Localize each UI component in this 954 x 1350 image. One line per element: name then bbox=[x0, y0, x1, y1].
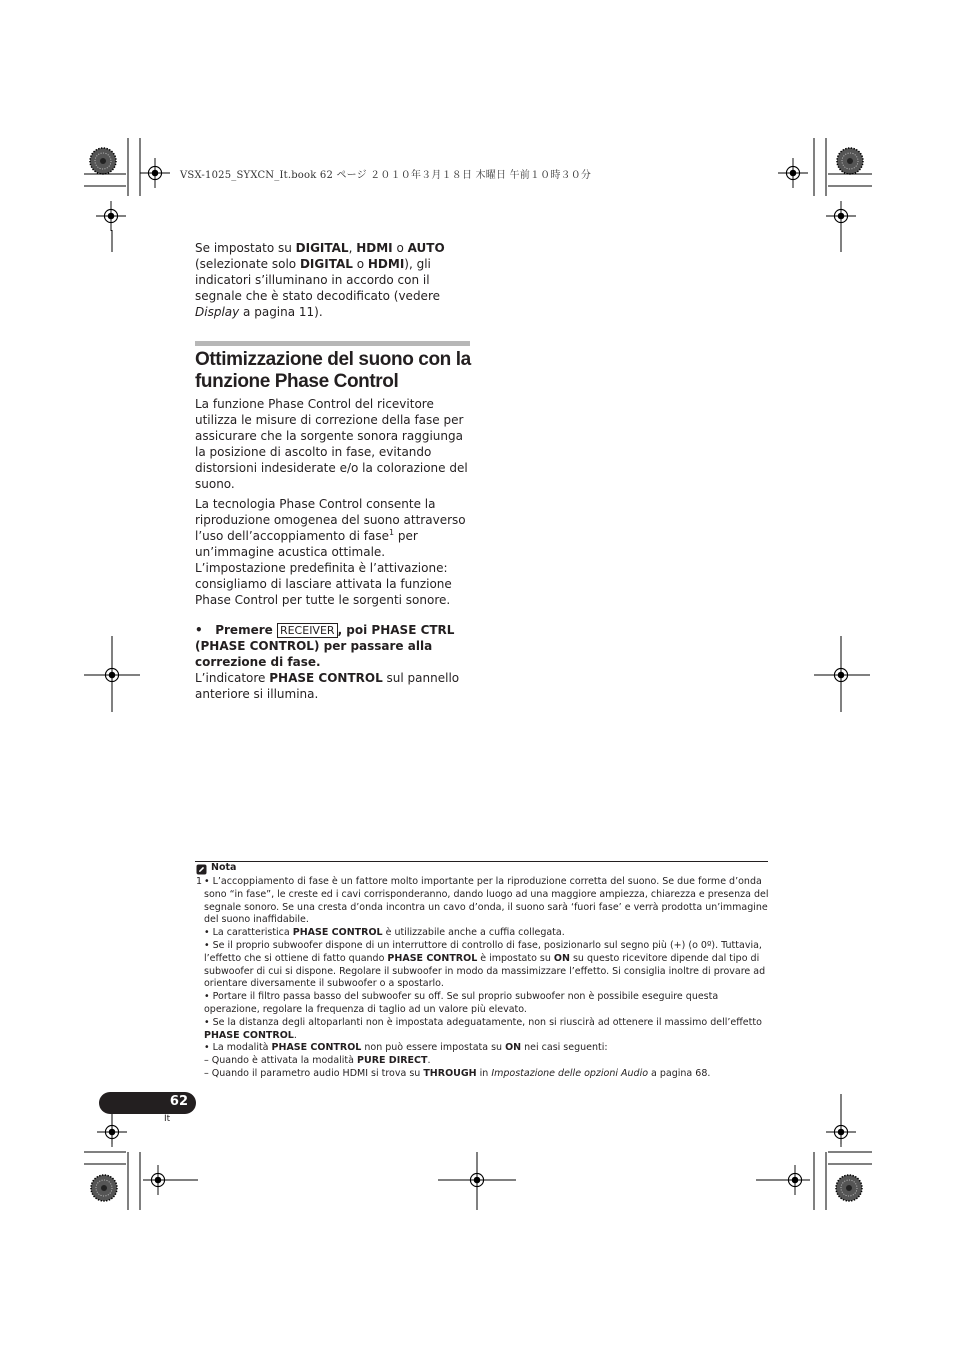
mark-top-left bbox=[84, 138, 170, 252]
note-divider bbox=[195, 861, 768, 862]
instruction-step: • Premere RECEIVER , poi PHASE CTRL (PHASE CONTROL) per passare alla correzione di fase. L’indicatore PHASE CONTROL sul pannello anteriore si illumina. bbox=[195, 623, 460, 701]
body-paragraph-1: La funzione Phase Control del ricevitore utilizza le misure di correzione della fase per assicurare che la sorgente sonora raggiunga la posizione di ascolto in fase, evitando distorsioni indesiderate e/o la colorazione del suono. bbox=[195, 397, 468, 491]
body-paragraph-2: La tecnologia Phase Control consente la riproduzione omogenea del suono attraverso l’uso dell’accoppiamento di fase$^1$ per un’immagine acustica ottimale. L’impostazione predefinita è l’attivazione: consigliamo di lasciare attivata la funzione Phase Control per tutte le sorgenti sonore. bbox=[195, 497, 466, 607]
note-item: • Se la distanza degli altoparlanti non è impostata adeguatamente, non si riuscirà ad ottenere il massimo dell’effetto PHASE CONTROL. bbox=[204, 1016, 762, 1041]
note-item: – Quando il parametro audio HDMI si trova su THROUGH in Impostazione delle opzioni Audio a pagina 68. bbox=[204, 1067, 711, 1079]
footnote-ref: 1 bbox=[388, 528, 395, 537]
note-item: – Quando è attivata la modalità PURE DIRECT. bbox=[204, 1055, 431, 1067]
note-item: • L’accoppiamento di fase è un fattore molto importante per la riproduzione corretta del suono. Se due forme d’onda sono “in fase”, le creste ed i cavi corrisponderanno, dando luogo ad una maggiore ampiezza, chiarezza e presenza del segnale sonoro. Se una cresta d’onda incontra un cavo d’onda, il suono sarà ‘fuori fase’ e verrà prodotta un’immagine del suono inaffidabile. bbox=[204, 876, 769, 926]
mark-bottom-right bbox=[756, 1094, 872, 1210]
note-pencil-icon bbox=[196, 864, 207, 875]
section-heading: Ottimizzazione del suono con la funzione Phase Control bbox=[195, 349, 471, 392]
mark-top-right bbox=[778, 138, 872, 252]
footnote-number: 1 bbox=[196, 876, 203, 887]
page-language: It bbox=[164, 1114, 171, 1124]
note-item: • La modalità PHASE CONTROL non può essere impostata su ON nei casi seguenti: bbox=[204, 1042, 608, 1054]
mark-bottom-center bbox=[438, 1152, 516, 1210]
note-item: • La caratteristica PHASE CONTROL è utilizzabile anche a cuffia collegata. bbox=[204, 927, 565, 939]
note-title: Nota bbox=[211, 862, 237, 873]
section-divider bbox=[195, 341, 470, 346]
page-number: 62 bbox=[169, 1094, 188, 1109]
note-item: • Se il proprio subwoofer dispone di un interruttore di controllo di fase, posizionarlo sul segno più (+) (o 0º). Tuttavia, l’effetto che si ottiene di fatto quando PHASE CONTROL è impostato su ON su questo ricevitore dipende dal tipo di subwoofer di cui si dispone. Regolare il subwoofer in modo da massimizzare l’effetto. Si consiglia inoltre di provare ad orientare diversamente il subwoofer o a spostarlo. bbox=[204, 939, 766, 990]
mark-mid-left bbox=[84, 636, 140, 712]
intro-paragraph: Se impostato su DIGITAL, HDMI o AUTO (selezionate solo DIGITAL o HDMI), gli indicatori s’illuminano in accordo con il segnale che è stato decodificato (vedere Display a pagina 11). bbox=[195, 241, 445, 319]
note-item: • Portare il filtro passa basso del subwoofer su off. Se sul proprio subwoofer non è possibile eseguire questa operazione, regolare la frequenza di taglio ad un valore più elevato. bbox=[204, 991, 719, 1015]
note-body bbox=[204, 876, 769, 1081]
receiver-key-label: RECEIVER bbox=[277, 623, 338, 638]
print-header: VSX-1025_SYXCN_It.book 62 ページ ２０１０年３月１８日 木曜日 午前１０時３０分 bbox=[180, 170, 592, 181]
mark-mid-right bbox=[814, 636, 870, 712]
